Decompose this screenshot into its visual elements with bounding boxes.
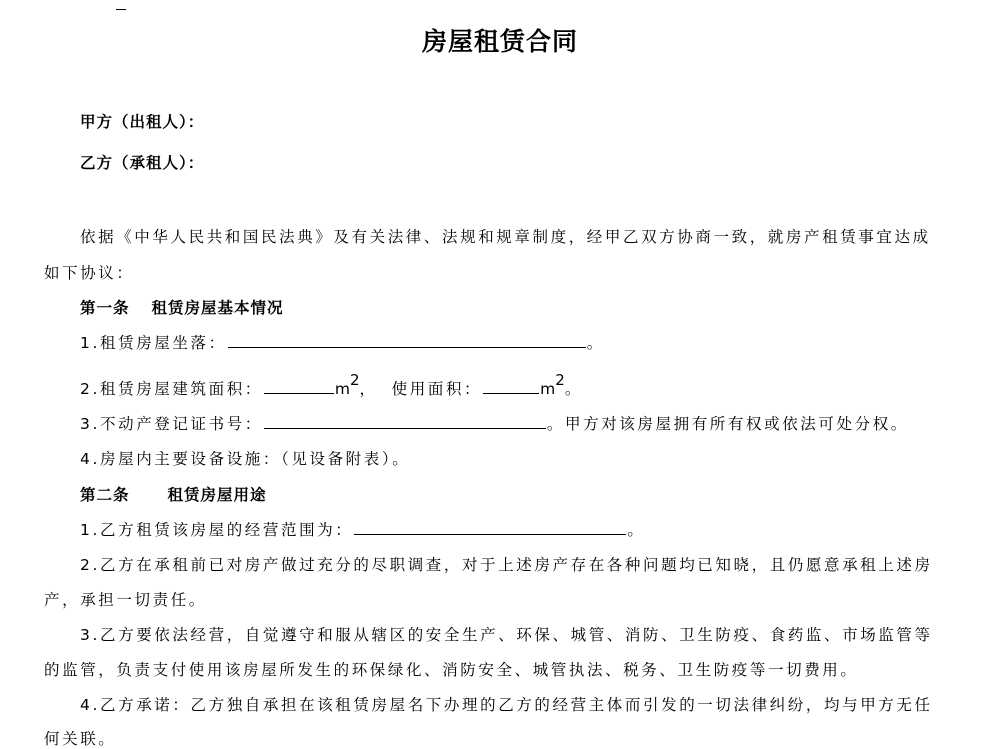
art1-item-2 (80, 371, 583, 399)
art1-item-2-label: 2.租赁房屋建筑面积： (80, 380, 263, 398)
article-2-title: 租赁房屋用途 (167, 486, 267, 504)
art1-item-2-end: 。 (564, 380, 583, 398)
art2-item-3-line-1: 3.乙方要依法经营，自觉遵守和服从辖区的安全生产、环保、城管、消防、卫生防疫、食药监、市场监管等 (80, 626, 933, 644)
usable-area-blank (483, 378, 539, 394)
article-1-title: 租赁房屋基本情况 (151, 299, 284, 317)
certificate-number-blank (264, 413, 546, 429)
usable-area-label: 使用面积： (391, 380, 483, 398)
art2-item-1 (80, 518, 646, 540)
art2-item-2-line-2: 产，承担一切责任。 (44, 591, 207, 609)
area-unit-exponent: 2 (350, 371, 360, 389)
party-a-line: 甲方（出租人）： (80, 113, 205, 131)
business-scope-blank (354, 519, 626, 535)
area-separator: ， (359, 380, 378, 398)
location-blank (228, 332, 586, 348)
art1-item-1 (80, 331, 605, 353)
intro-line-2: 如下协议： (44, 264, 135, 282)
article-2-heading (80, 483, 267, 505)
article-2-number: 第二条 (80, 486, 130, 504)
building-area-blank (264, 378, 334, 394)
art2-item-2-line-1: 2.乙方在承租前已对房产做过充分的尽职调查，对于上述房产存在各种问题均已知晓，且仍愿意承租上述房 (80, 556, 933, 574)
art1-item-3 (80, 412, 909, 434)
usable-area-unit-exponent: 2 (555, 371, 565, 389)
art2-item-3-line-2: 的监管，负责支付使用该房屋所发生的环保绿化、消防安全、城管执法、税务、卫生防疫等一切费用。 (44, 661, 859, 679)
article-1-heading (80, 296, 284, 318)
party-b-line: 乙方（承租人）： (80, 154, 205, 172)
art1-item-4: 4.房屋内主要设备设施：（见设备附表）。 (80, 450, 411, 468)
art1-item-1-end: 。 (586, 334, 605, 352)
area-unit: m (334, 380, 350, 398)
contract-title: 房屋租赁合同 (421, 27, 578, 56)
intro-line-1: 依据《中华人民共和国民法典》及有关法律、法规和规章制度，经甲乙双方协商一致，就房产租赁事宜达成 (80, 228, 931, 246)
article-1-number: 第一条 (80, 299, 130, 317)
art2-item-1-end: 。 (627, 521, 646, 539)
art2-item-4-line-2: 何关联。 (44, 730, 117, 748)
art1-item-3-tail: 。甲方对该房屋拥有所有权或依法可处分权。 (546, 415, 909, 433)
stray-dash-mark (116, 9, 126, 10)
art1-item-3-label: 3.不动产登记证书号： (80, 415, 263, 433)
art2-item-4-line-1: 4.乙方承诺：乙方独自承担在该租赁房屋名下办理的乙方的经营主体而引发的一切法律纠纷，均与甲方无任 (80, 696, 933, 714)
art2-item-1-label: 1.乙方租赁该房屋的经营范围为： (80, 521, 354, 539)
art1-item-1-label: 1.租赁房屋坐落： (80, 334, 227, 352)
usable-area-unit: m (540, 380, 556, 398)
